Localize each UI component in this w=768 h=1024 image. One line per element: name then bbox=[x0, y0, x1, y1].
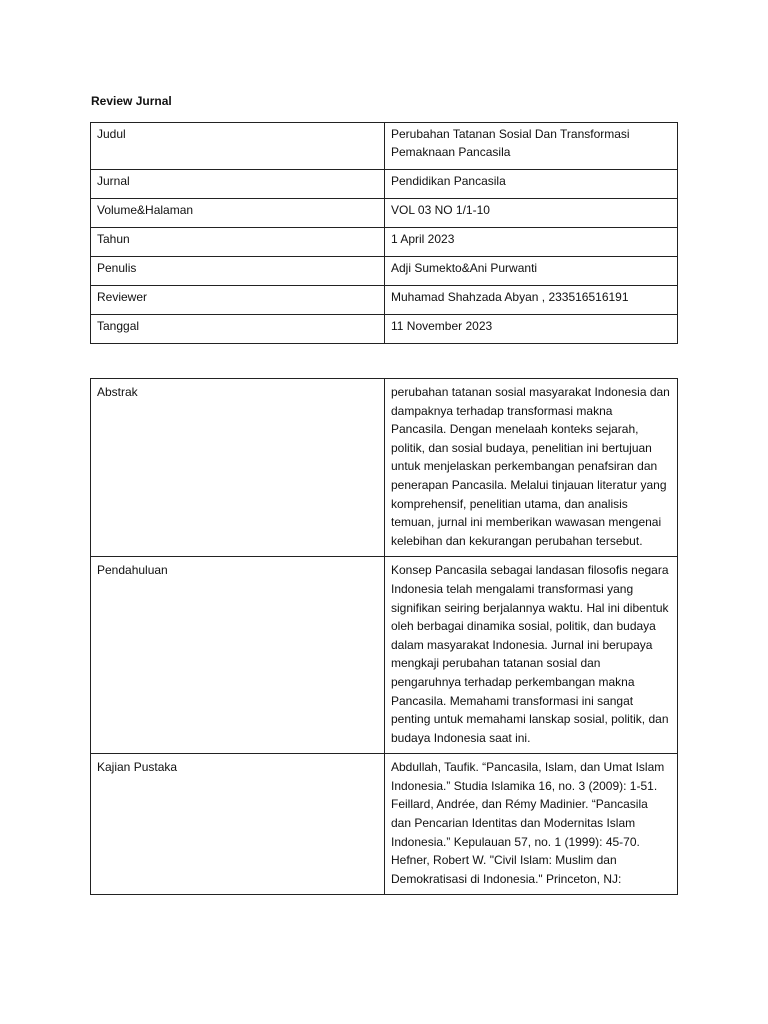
kajian-pustaka-references bbox=[385, 754, 678, 895]
table-row bbox=[91, 170, 678, 199]
text-abstrak: perubahan tatanan sosial masyarakat Indonesia dan dampaknya terhadap transformasi makna Pancasila. Dengan menelaah konteks sejarah, politik, dan sosial budaya, penelitian ini bertujuan untuk menjelaskan perkembangan penafsiran dan penerapan Pancasila. Melalui tinjauan literatur yang komprehensif, penelitian utama, dan analisis temuan, jurnal ini memberikan wawasan mengenai kelebihan dan kekurangan perubahan tersebut. bbox=[385, 379, 678, 557]
table-row bbox=[91, 228, 678, 257]
table-row bbox=[91, 379, 678, 557]
document-title: Review Jurnal bbox=[91, 94, 172, 108]
label-abstrak: Abstrak bbox=[91, 379, 385, 557]
value-volume-halaman: VOL 03 NO 1/1-10 bbox=[385, 199, 678, 228]
label-reviewer: Reviewer bbox=[91, 286, 385, 315]
journal-info-table bbox=[90, 122, 678, 344]
table-row bbox=[91, 754, 678, 895]
value-tanggal: 11 November 2023 bbox=[385, 315, 678, 344]
table-row bbox=[91, 286, 678, 315]
value-jurnal: Pendidikan Pancasila bbox=[385, 170, 678, 199]
value-judul: Perubahan Tatanan Sosial Dan Transformasi Pemaknaan Pancasila bbox=[385, 123, 678, 170]
label-tanggal: Tanggal bbox=[91, 315, 385, 344]
review-content-table bbox=[90, 378, 678, 895]
value-reviewer: Muhamad Shahzada Abyan , 233516516191 bbox=[385, 286, 678, 315]
label-volume-halaman: Volume&Halaman bbox=[91, 199, 385, 228]
label-penulis: Penulis bbox=[91, 257, 385, 286]
value-tahun: 1 April 2023 bbox=[385, 228, 678, 257]
table-row bbox=[91, 199, 678, 228]
text-pendahuluan: Konsep Pancasila sebagai landasan filosofis negara Indonesia telah mengalami transformasi yang signifikan seiring berjalannya waktu. Hal ini dibentuk oleh berbagai dinamika sosial, politik, dan budaya dalam masyarakat Indonesia. Jurnal ini berupaya mengkaji perubahan tatanan sosial dan pengaruhnya terhadap perkembangan makna Pancasila. Memahami transformasi ini sangat penting untuk memahami lanskap sosial, politik, dan budaya Indonesia saat ini. bbox=[385, 557, 678, 754]
label-pendahuluan: Pendahuluan bbox=[91, 557, 385, 754]
reference-item: Feillard, Andrée, dan Rémy Madinier. “Pancasila dan Pencarian Identitas dan Modernitas Islam Indonesia.” Kepulauan 57, no. 1 (1999): 45-70. bbox=[391, 797, 648, 849]
label-judul: Judul bbox=[91, 123, 385, 170]
label-kajian-pustaka: Kajian Pustaka bbox=[91, 754, 385, 895]
label-tahun: Tahun bbox=[91, 228, 385, 257]
table-row bbox=[91, 257, 678, 286]
reference-item: Hefner, Robert W. "Civil Islam: Muslim dan Demokratisasi di Indonesia." Princeton, NJ: bbox=[391, 853, 622, 886]
table-row bbox=[91, 315, 678, 344]
table-row bbox=[91, 123, 678, 170]
reference-item: Abdullah, Taufik. “Pancasila, Islam, dan Umat Islam Indonesia.” Studia Islamika 16, no. 3 (2009): 1-51. bbox=[391, 760, 665, 793]
table-row bbox=[91, 557, 678, 754]
label-jurnal: Jurnal bbox=[91, 170, 385, 199]
value-penulis: Adji Sumekto&Ani Purwanti bbox=[385, 257, 678, 286]
